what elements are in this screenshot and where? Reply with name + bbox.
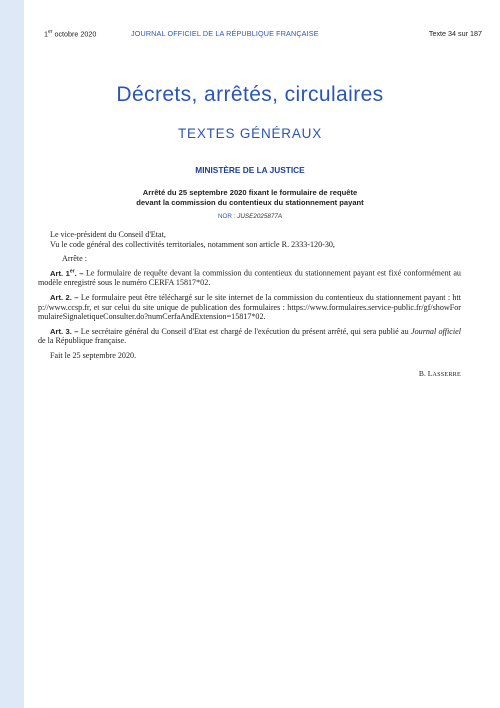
nor-label: NOR : [217,213,236,220]
act-title-line-1: Arrêté du 25 septembre 2020 fixant le formulaire de requête [142,188,358,197]
journal-officiel-italic: Journal officiel [411,326,461,336]
article-1-text: Le formulaire de requête devant la commission du contentieux du stationnement payant est fixé conformément au modèle enregistré sous le numéro CERFA 15817*02. [38,268,461,288]
article-1-label: Art. 1er. – [50,268,84,278]
act-body [38,230,461,361]
article-2-label: Art. 2. – [50,293,79,302]
page-header [44,29,482,41]
article-2-text: Le formulaire peut être téléchargé sur le site internet de la commission du contentieux du stationnement payant : http://www.ccsp.fr, et sur celui du site unique de publication des formulaires : https://www.formulaires.service-public.fr/gf/showFormulaireSignaletiqueConsulter.do?numCerfaAndExtension=15817*02. [38,293,461,322]
section-subtitle: TEXTES GÉNÉRAUX [177,126,323,141]
nor-reference [0,213,500,220]
preamble-arrete: Arrête : [62,254,87,264]
nor-value: JUSE2025877A [237,213,283,220]
journal-name: JOURNAL OFFICIEL DE LA RÉPUBLIQUE FRANÇAISE [131,29,319,38]
closing-date: Fait le 25 septembre 2020. [50,350,137,360]
act-title [0,188,500,207]
article-3: Art. 3. – Le secrétaire général du Conseil d'Etat est chargé de l'exécution du présent arrêté, qui sera publié au Journal officiel de la République française. [38,326,461,346]
ministry-name: MINISTÈRE DE LA JUSTICE [195,165,305,175]
article-2 [38,293,461,322]
preamble-visa: Vu le code général des collectivités territoriales, notamment son article R. 2333-120-30, [50,239,335,249]
act-title-line-2: devant la commission du contentieux du stationnement payant [136,197,364,207]
article-1 [38,267,461,288]
signature: B. LASSERRE [418,369,461,378]
preamble-author: Le vice-président du Conseil d'Etat, [50,230,166,239]
page-counter: Texte 34 sur 187 [428,29,482,38]
section-title: Décrets, arrêtés, circulaires [116,83,384,106]
publication-date: 1er octobre 2020 [44,29,97,39]
article-3-label: Art. 3. – [50,326,79,336]
